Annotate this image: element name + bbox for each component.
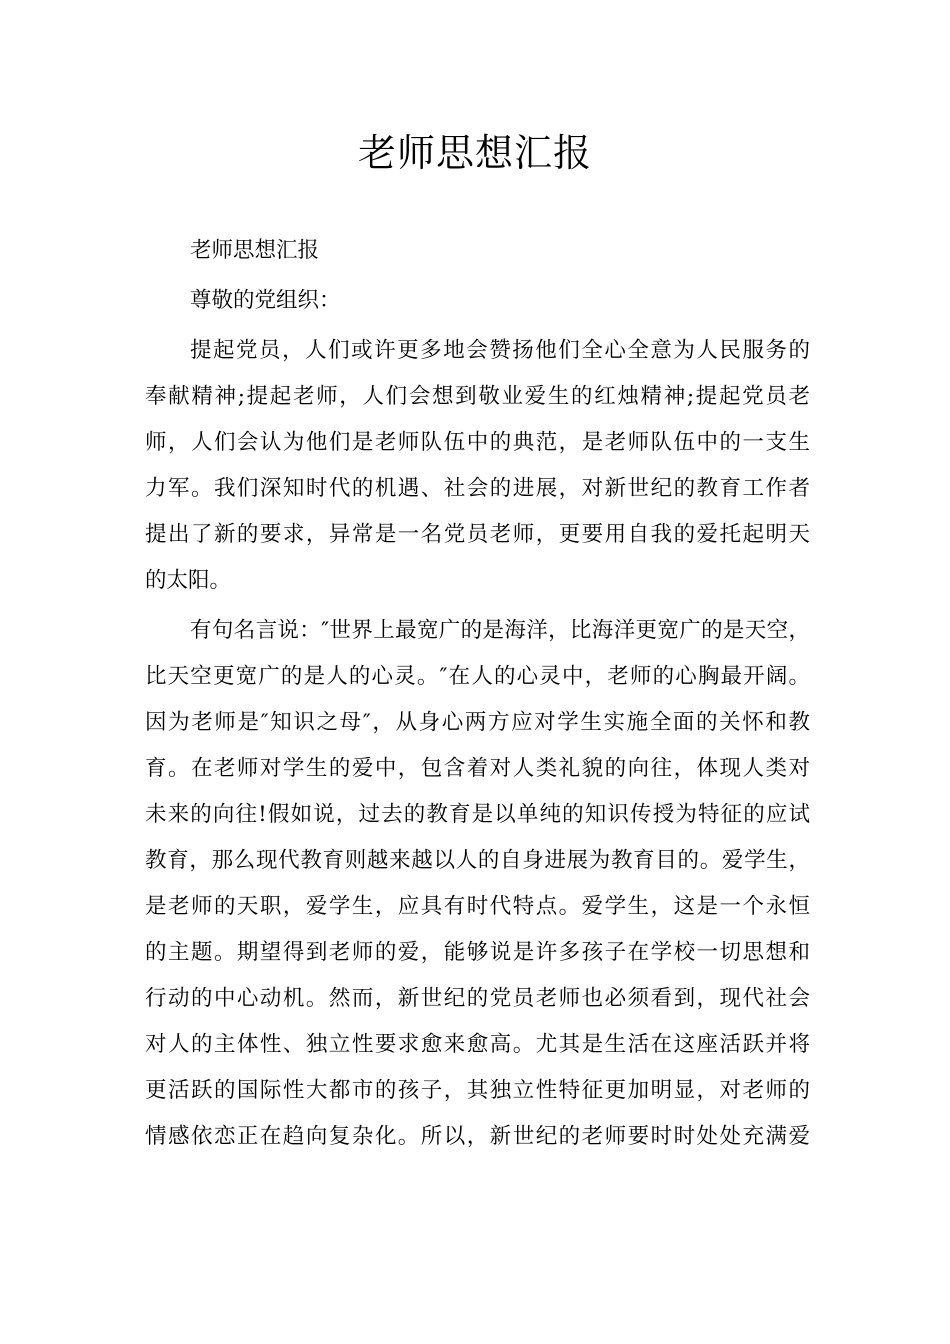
text-line: 比天空更宽广的是人的心灵。″在人的心灵中，老师的心胸最开阔。 — [145, 664, 810, 689]
text-line: 因为老师是″知识之母″，从身心两方应对学生实施全面的关怀和教 — [145, 710, 810, 735]
text-line: 育。在老师对学生的爱中，包含着对人类礼貌的向往，体现人类对 — [145, 756, 810, 781]
text-line: 力军。我们深知时代的机遇、社会的进展，对新世纪的教育工作者 — [145, 476, 810, 501]
text-line: 师，人们会认为他们是老师队伍中的典范，是老师队伍中的一支生 — [145, 430, 810, 455]
text-line: 教育，那么现代教育则越来越以人的自身进展为教育目的。爱学生， — [145, 848, 810, 873]
document-title: 老师思想汇报 — [357, 131, 592, 175]
text-line: 尊敬的党组织： — [190, 288, 341, 313]
text-line: 老师思想汇报 — [190, 238, 320, 263]
text-line: 是老师的天职，爱学生，应具有时代特点。爱学生，这是一个永恒 — [145, 894, 810, 919]
text-line: 提出了新的要求，异常是一名党员老师，更要用自我的爱托起明天 — [145, 522, 810, 547]
text-line: 的太阳。 — [145, 568, 232, 593]
text-line: 行动的中心动机。然而，新世纪的党员老师也必须看到，现代社会 — [145, 986, 810, 1011]
text-line: 未来的向往!假如说，过去的教育是以单纯的知识传授为特征的应试 — [145, 802, 810, 827]
text-line: 对人的主体性、独立性要求愈来愈高。尤其是生活在这座活跃并将 — [145, 1032, 810, 1057]
text-line: 更活跃的国际性大都市的孩子，其独立性特征更加明显，对老师的 — [145, 1078, 810, 1103]
text-line: 情感依恋正在趋向复杂化。所以，新世纪的老师要时时处处充满爱 — [145, 1124, 810, 1149]
text-line: 有句名言说：″世界上最宽广的是海洋，比海洋更宽广的是天空， — [190, 618, 810, 643]
document-body — [145, 228, 810, 1160]
text-line: 的主题。期望得到老师的爱，能够说是许多孩子在学校一切思想和 — [145, 940, 810, 965]
text-line: 奉献精神;提起老师，人们会想到敬业爱生的红烛精神;提起党员老 — [145, 384, 810, 409]
text-line: 提起党员，人们或许更多地会赞扬他们全心全意为人民服务的 — [190, 338, 810, 363]
